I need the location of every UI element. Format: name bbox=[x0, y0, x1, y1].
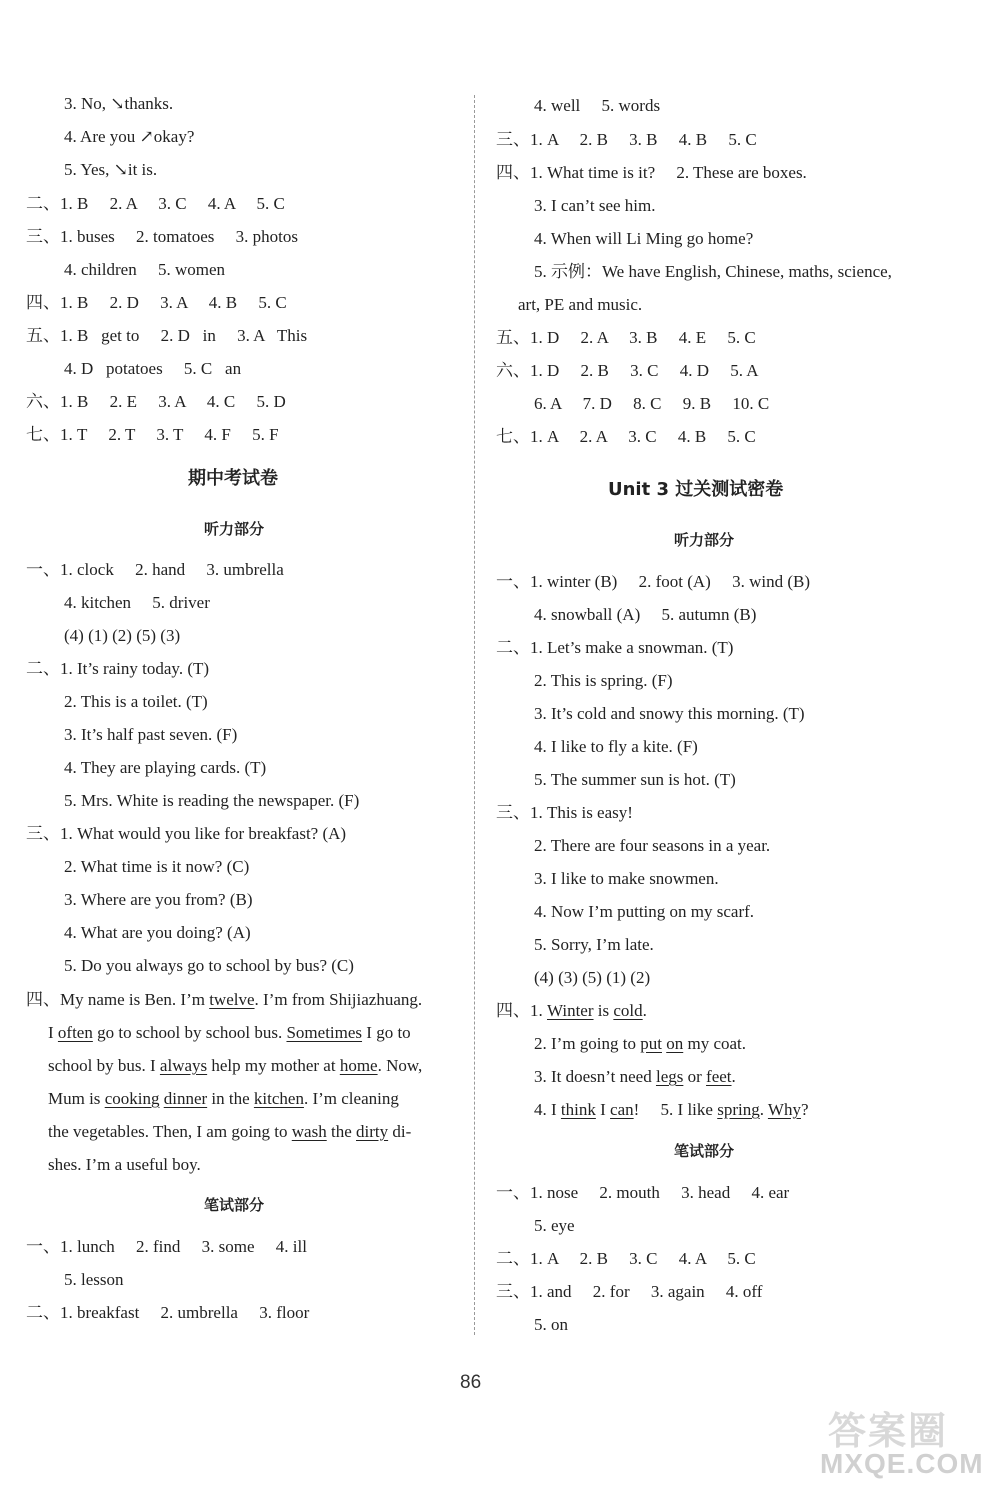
text-line: 二、1. breakfast 2. umbrella 3. floor bbox=[26, 1303, 310, 1322]
answer-word: Why bbox=[767, 1100, 801, 1119]
text-line: 4. They are playing cards. (T) bbox=[64, 758, 267, 777]
text-line: 三、1. buses 2. tomatoes 3. photos bbox=[26, 227, 298, 246]
passage-text: . Now, bbox=[377, 1056, 423, 1075]
text-line: 3. It’s half past seven. (F) bbox=[64, 725, 238, 744]
text-line: 一、1. lunch 2. find 3. some 4. ill bbox=[26, 1237, 307, 1256]
answer-word: kitchen bbox=[253, 1089, 304, 1108]
answer-line bbox=[534, 1066, 736, 1088]
text-line: 五、1. B get to 2. D in 3. A This bbox=[26, 326, 308, 345]
section-title: Unit 3 过关测试密卷 bbox=[608, 479, 784, 500]
text-line: 4. snowball (A) 5. autumn (B) bbox=[534, 605, 757, 624]
text-line: 3. No, ↘thanks. bbox=[64, 94, 174, 113]
text-line: 3. I like to make snowmen. bbox=[534, 869, 719, 888]
text-line: 三、1. and 2. for 3. again 4. off bbox=[496, 1282, 763, 1301]
answer-word: wash bbox=[291, 1122, 327, 1141]
answer-line bbox=[496, 1000, 647, 1022]
text-line: 5. Yes, ↘it is. bbox=[64, 160, 158, 179]
answer-text: . bbox=[642, 1001, 647, 1020]
text-line: 5. lesson bbox=[64, 1270, 124, 1289]
text-line: 三、1. This is easy! bbox=[496, 803, 633, 822]
text-line: 5. Do you always go to school by bus? (C) bbox=[64, 956, 354, 975]
passage-text: . I’m cleaning bbox=[303, 1089, 399, 1108]
text-line: 4. Now I’m putting on my scarf. bbox=[534, 902, 755, 921]
answer-text: 4. I bbox=[534, 1100, 561, 1119]
text-line: 6. A 7. D 8. C 9. B 10. C bbox=[534, 394, 770, 413]
text-line: 5. The summer sun is hot. (T) bbox=[534, 770, 736, 789]
text-line: 4. kitchen 5. driver bbox=[64, 593, 210, 612]
text-line: 五、1. D 2. A 3. B 4. E 5. C bbox=[496, 328, 756, 347]
text-line: 4. I like to fly a kite. (F) bbox=[534, 737, 698, 756]
passage-text: school by bus. I bbox=[48, 1056, 160, 1075]
answer-word: can bbox=[610, 1100, 634, 1119]
text-line: 三、1. What would you like for breakfast? (A) bbox=[26, 824, 347, 843]
answer-text: . bbox=[759, 1100, 768, 1119]
listening-title: 听力部分 bbox=[674, 531, 735, 549]
text-line: 四、1. What time is it? 2. These are boxes. bbox=[496, 163, 807, 182]
text-line: 六、1. B 2. E 3. A 4. C 5. D bbox=[26, 392, 286, 411]
passage-text: help my mother at bbox=[207, 1056, 340, 1075]
text-line: 四、1. B 2. D 3. A 4. B 5. C bbox=[26, 293, 287, 312]
text-line: 二、1. A 2. B 3. C 4. A 5. C bbox=[496, 1249, 756, 1268]
text-line: 5. on bbox=[534, 1315, 568, 1334]
text-line: 2. What time is it now? (C) bbox=[64, 857, 250, 876]
answer-word: cold bbox=[613, 1001, 643, 1020]
answer-text: ? bbox=[800, 1100, 809, 1119]
text-line: 2. This is spring. (F) bbox=[534, 671, 673, 690]
answer-text: or bbox=[683, 1067, 707, 1086]
text-line: (4) (1) (2) (5) (3) bbox=[64, 626, 181, 645]
answer-word: cooking bbox=[104, 1089, 160, 1108]
text-line: art, PE and music. bbox=[518, 295, 643, 314]
text-line: 4. well 5. words bbox=[534, 96, 661, 115]
answer-text: . bbox=[731, 1067, 736, 1086]
text-line: 3. I can’t see him. bbox=[534, 196, 656, 215]
answer-text: 3. It doesn’t need bbox=[534, 1067, 656, 1086]
listening-title: 听力部分 bbox=[204, 520, 265, 538]
passage-text: I bbox=[48, 1023, 58, 1042]
text-line: 4. When will Li Ming go home? bbox=[534, 229, 754, 248]
answer-text: 2. I’m going to bbox=[534, 1034, 641, 1053]
answer-word: feet bbox=[706, 1067, 732, 1086]
watermark-logo bbox=[820, 1400, 990, 1485]
text-line: 5. Mrs. White is reading the newspaper. (F) bbox=[64, 791, 360, 810]
passage-line bbox=[48, 1022, 411, 1044]
section-title: 期中考试卷 bbox=[188, 468, 278, 489]
text-line: 5. Sorry, I’m late. bbox=[534, 935, 654, 954]
passage-text: the vegetables. Then, I am going to bbox=[48, 1122, 292, 1141]
answer-word: often bbox=[57, 1023, 93, 1042]
watermark-text: 答案圈 bbox=[828, 1409, 949, 1453]
text-line: 一、1. winter (B) 2. foot (A) 3. wind (B) bbox=[496, 572, 810, 591]
answer-text: is bbox=[593, 1001, 614, 1020]
text-line: 4. Are you ↗okay? bbox=[64, 127, 195, 146]
passage-line bbox=[48, 1121, 411, 1143]
text-line: 5. eye bbox=[534, 1216, 575, 1235]
text-line: (4) (3) (5) (1) (2) bbox=[534, 968, 651, 987]
answer-word: put bbox=[640, 1034, 662, 1053]
text-line: 3. It’s cold and snowy this morning. (T) bbox=[534, 704, 805, 723]
text-line: 一、1. nose 2. mouth 3. head 4. ear bbox=[496, 1183, 790, 1202]
passage-text: the bbox=[326, 1122, 356, 1141]
text-line: 2. This is a toilet. (T) bbox=[64, 692, 208, 711]
text-line: 4. D potatoes 5. C an bbox=[64, 359, 242, 378]
answer-word: dirty bbox=[356, 1122, 389, 1141]
answer-line bbox=[534, 1033, 746, 1055]
answer-word: twelve bbox=[209, 990, 255, 1009]
writing-title: 笔试部分 bbox=[204, 1196, 265, 1214]
text-line: 4. children 5. women bbox=[64, 260, 225, 279]
writing-title: 笔试部分 bbox=[674, 1142, 735, 1160]
page-number: 86 bbox=[460, 1372, 482, 1393]
text-line: 七、1. T 2. T 3. T 4. F 5. F bbox=[26, 425, 279, 444]
answer-text: 四、1. bbox=[496, 1001, 547, 1020]
passage-line bbox=[48, 1088, 399, 1110]
text-line: 二、1. Let’s make a snowman. (T) bbox=[496, 638, 734, 657]
passage-line: shes. I’m a useful boy. bbox=[48, 1155, 201, 1174]
text-line: 3. Where are you from? (B) bbox=[64, 890, 253, 909]
passage-text: Mum is bbox=[48, 1089, 105, 1108]
answer-line bbox=[534, 1099, 809, 1121]
text-line: 七、1. A 2. A 3. C 4. B 5. C bbox=[496, 427, 756, 446]
text-line: 2. There are four seasons in a year. bbox=[534, 836, 771, 855]
answer-word: spring bbox=[717, 1100, 760, 1119]
passage-text: di- bbox=[388, 1122, 412, 1141]
text-line: 二、1. It’s rainy today. (T) bbox=[26, 659, 210, 678]
answer-word: think bbox=[560, 1100, 596, 1119]
passage-line bbox=[26, 989, 422, 1011]
answer-text: my coat. bbox=[683, 1034, 747, 1053]
passage-text: I go to bbox=[362, 1023, 411, 1042]
answer-word: home bbox=[339, 1056, 378, 1075]
answer-word: on bbox=[666, 1034, 684, 1053]
answer-word: legs bbox=[655, 1067, 684, 1086]
answer-word: Winter bbox=[547, 1001, 594, 1020]
text-line: 4. What are you doing? (A) bbox=[64, 923, 251, 942]
answer-text: ! 5. I like bbox=[633, 1100, 718, 1119]
passage-text: go to school by school bus. bbox=[92, 1023, 287, 1042]
text-line: 二、1. B 2. A 3. C 4. A 5. C bbox=[26, 194, 285, 213]
passage-text: 四、My name is Ben. I’m bbox=[26, 990, 210, 1009]
answer-word: Sometimes bbox=[286, 1023, 363, 1042]
answer-word: always bbox=[159, 1056, 208, 1075]
column-divider bbox=[474, 95, 475, 1335]
passage-line bbox=[48, 1055, 422, 1077]
passage-text: . I’m from Shijiazhuang. bbox=[254, 990, 423, 1009]
text-line: 三、1. A 2. B 3. B 4. B 5. C bbox=[496, 130, 757, 149]
answer-text: I bbox=[595, 1100, 611, 1119]
watermark-url: MXQE.COM bbox=[820, 1448, 984, 1479]
answer-word: dinner bbox=[163, 1089, 208, 1108]
passage-text: in the bbox=[207, 1089, 254, 1108]
text-line: 一、1. clock 2. hand 3. umbrella bbox=[26, 560, 284, 579]
text-line: 六、1. D 2. B 3. C 4. D 5. A bbox=[496, 361, 759, 380]
text-line: 5. 示例：We have English, Chinese, maths, science, bbox=[534, 262, 892, 281]
